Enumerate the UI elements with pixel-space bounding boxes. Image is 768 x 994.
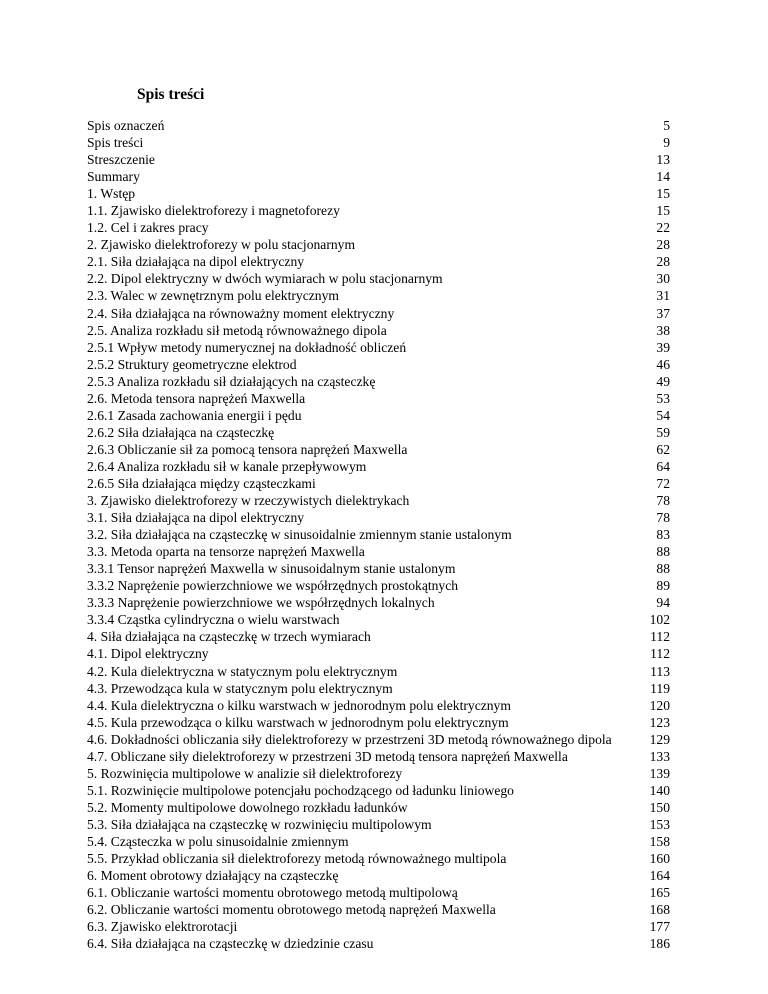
toc-entry-page-number: 123 [649,714,670,730]
toc-entry-title: 5.3. Siła działająca na cząsteczkę w rozwinięciu multipolowym [87,816,432,832]
toc-entry [87,816,670,833]
toc-entry-title: 3.3. Metoda oparta na tensorze naprężeń Maxwella [87,544,365,560]
toc-entry-title: Summary [87,169,140,185]
toc-entry-page-number: 177 [649,919,670,935]
toc-entry-title: 2.6.3 Obliczanie sił za pomocą tensora naprężeń Maxwella [87,441,408,457]
toc-entry-page-number: 112 [650,629,670,645]
toc-entry [87,287,670,304]
toc-entry [87,697,670,714]
toc-entry-page-number: 165 [649,885,670,901]
toc-entry [87,202,670,219]
toc-entry [87,424,670,441]
toc-entry-title: 3.3.3 Naprężenie powierzchniowe we współrzędnych lokalnych [87,595,435,611]
toc-entry-page-number: 112 [650,646,670,662]
toc-entry-title: 5.4. Cząsteczka w polu sinusoidalnie zmiennym [87,833,349,849]
toc-entry-page-number: 94 [656,595,670,611]
toc-entry-page-number: 5 [663,118,670,133]
toc-entry-title: 2.4. Siła działająca na równoważny moment elektryczny [87,305,395,321]
toc-entry [87,390,670,407]
toc-entry [87,918,670,935]
toc-entry-page-number: 39 [656,339,670,355]
toc-entry-title: 4.5. Kula przewodząca o kilku warstwach w jednorodnym polu elektrycznym [87,714,509,730]
toc-entry [87,236,670,253]
toc-entry-title: 4.3. Przewodząca kula w statycznym polu elektrycznym [87,680,393,696]
toc-entry-title: 6.1. Obliczanie wartości momentu obrotowego metodą multipolową [87,885,458,901]
toc-entry-title: 2.5. Analiza rozkładu sił metodą równoważnego dipola [87,322,387,338]
toc-entry-title: 6.2. Obliczanie wartości momentu obrotowego metodą naprężeń Maxwella [87,902,496,918]
toc-entry [87,867,670,884]
toc-entry [87,270,670,287]
toc-entry [87,441,670,458]
toc-entry-page-number: 22 [656,220,670,236]
toc-entry [87,765,670,782]
toc-entry [87,663,670,680]
toc-entry [87,560,670,577]
toc-entry-page-number: 14 [656,169,670,185]
toc-entry-page-number: 72 [656,475,670,491]
toc-entry-title: 3.1. Siła działająca na dipol elektryczny [87,510,305,526]
toc-entry-title: 1.2. Cel i zakres pracy [87,220,209,236]
toc-entry-page-number: 28 [656,254,670,270]
toc-entry-page-number: 59 [656,424,670,440]
toc-entry-title: 1.1. Zjawisko dielektroforezy i magnetoforezy [87,203,340,219]
toc-entry-title: 2.6.4 Analiza rozkładu sił w kanale przepływowym [87,458,367,474]
toc-entry-title: Streszczenie [87,152,155,168]
toc-entry-page-number: 83 [656,527,670,543]
toc-entry-title: 6. Moment obrotowy działający na cząsteczkę [87,868,339,884]
toc-entry-title: 4.1. Dipol elektryczny [87,646,209,662]
toc-entry-page-number: 186 [649,936,670,952]
toc-entry [87,305,670,322]
toc-entry-title: 2. Zjawisko dielektroforezy w polu stacjonarnym [87,237,356,253]
toc-entry-title: 2.2. Dipol elektryczny w dwóch wymiarach w polu stacjonarnym [87,271,443,287]
toc-entry-page-number: 164 [649,868,670,884]
toc-entry [87,373,670,390]
toc-entry-page-number: 9 [663,135,670,151]
toc-entry-title: 3.3.4 Cząstka cylindryczna o wielu warstwach [87,612,340,628]
toc-entry [87,611,670,628]
toc-entry-page-number: 133 [649,748,670,764]
toc-entry-page-number: 153 [649,816,670,832]
toc-entry-title: 3.3.1 Tensor naprężeń Maxwella w sinusoidalnym stanie ustalonym [87,561,456,577]
toc-entry [87,935,670,952]
toc-entry-title: 2.1. Siła działająca na dipol elektryczny [87,254,305,270]
toc-entry-page-number: 30 [656,271,670,287]
toc-entry [87,151,670,168]
toc-entry-title: 3. Zjawisko dielektroforezy w rzeczywistych dielektrykach [87,493,410,509]
toc-entry-title: 4.4. Kula dielektryczna o kilku warstwach w jednorodnym polu elektrycznym [87,697,511,713]
toc-entry-title: 2.5.3 Analiza rozkładu sił działających na cząsteczkę [87,373,376,389]
toc-entry-title: 2.5.2 Struktury geometryczne elektrod [87,356,297,372]
toc-entry [87,628,670,645]
toc-entry-page-number: 158 [649,833,670,849]
toc-entry-title: 4.2. Kula dielektryczna w statycznym polu elektrycznym [87,663,398,679]
toc-entry-page-number: 37 [656,305,670,321]
toc-entry-page-number: 38 [656,322,670,338]
toc-entry [87,577,670,594]
toc-entry [87,748,670,765]
toc-entry-page-number: 89 [656,578,670,594]
toc-entry-page-number: 140 [649,782,670,798]
toc-entry-page-number: 168 [649,902,670,918]
toc-entry-title: 6.4. Siła działająca na cząsteczkę w dziedzinie czasu [87,936,374,952]
toc-entry-page-number: 28 [656,237,670,253]
toc-entry [87,117,670,134]
toc-entry [87,134,670,151]
toc-entry-title: 5.2. Momenty multipolowe dowolnego rozkładu ładunków [87,799,408,815]
toc-entry-title: Spis treści [87,135,144,151]
toc-entry [87,356,670,373]
toc-entry-page-number: 13 [656,152,670,168]
toc-entry-page-number: 64 [656,458,670,474]
toc-entry-page-number: 62 [656,441,670,457]
toc-entry-page-number: 139 [649,765,670,781]
toc-entry [87,850,670,867]
toc-entry-page-number: 78 [656,510,670,526]
toc-entry-title: 2.5.1 Wpływ metody numerycznej na dokładność obliczeń [87,339,407,355]
toc-entry-page-number: 49 [656,373,670,389]
toc-entry-page-number: 150 [649,799,670,815]
toc-entry-title: 6.3. Zjawisko elektrorotacji [87,919,238,935]
toc-entry [87,543,670,560]
toc-entry-page-number: 31 [656,288,670,304]
toc-entry-title: 2.3. Walec w zewnętrznym polu elektrycznym [87,288,339,304]
toc-entry [87,253,670,270]
page-title: Spis treści [137,86,205,103]
table-of-contents [87,117,670,952]
toc-entry-title: 3.3.2 Naprężenie powierzchniowe we współrzędnych prostokątnych [87,578,459,594]
toc-entry [87,322,670,339]
toc-entry-title: 3.2. Siła działająca na cząsteczkę w sinusoidalnie zmiennym stanie ustalonym [87,527,512,543]
toc-entry [87,680,670,697]
toc-entry-page-number: 78 [656,493,670,509]
toc-entry-page-number: 102 [649,612,670,628]
toc-entry-page-number: 53 [656,390,670,406]
toc-entry-title: 4.7. Obliczane siły dielektroforezy w przestrzeni 3D metodą tensora naprężeń Maxwella [87,748,568,764]
toc-entry-title: 4. Siła działająca na cząsteczkę w trzech wymiarach [87,629,371,645]
toc-entry [87,645,670,662]
toc-entry-title: 5.5. Przykład obliczania sił dielektroforezy metodą równoważnego multipola [87,851,507,867]
toc-entry-page-number: 15 [656,186,670,202]
toc-entry [87,492,670,509]
toc-entry-title: 4.6. Dokładności obliczania siły dielektroforezy w przestrzeni 3D metodą równoważnego dipola [87,731,612,747]
toc-entry [87,799,670,816]
toc-entry-page-number: 129 [649,731,670,747]
toc-entry [87,884,670,901]
toc-entry-page-number: 46 [656,356,670,372]
toc-entry-page-number: 160 [649,851,670,867]
toc-entry-title: 5.1. Rozwinięcie multipolowe potencjału pochodzącego od ładunku liniowego [87,782,514,798]
toc-entry [87,526,670,543]
toc-entry [87,509,670,526]
toc-entry [87,594,670,611]
toc-entry [87,185,670,202]
toc-entry-page-number: 88 [656,561,670,577]
toc-entry-page-number: 54 [656,407,670,423]
toc-entry-title: 1. Wstęp [87,186,136,202]
toc-entry [87,833,670,850]
toc-entry [87,901,670,918]
toc-entry [87,339,670,356]
toc-entry [87,407,670,424]
toc-entry [87,782,670,799]
toc-entry-title: Spis oznaczeń [87,118,165,133]
toc-entry-page-number: 120 [649,697,670,713]
toc-entry [87,458,670,475]
toc-entry-title: 5. Rozwinięcia multipolowe w analizie sił dielektroforezy [87,765,403,781]
toc-entry-title: 2.6.1 Zasada zachowania energii i pędu [87,407,302,423]
toc-entry-title: 2.6. Metoda tensora naprężeń Maxwella [87,390,306,406]
toc-entry [87,475,670,492]
toc-entry-title: 2.6.5 Siła działająca między cząsteczkami [87,475,316,491]
toc-entry [87,219,670,236]
toc-entry [87,714,670,731]
toc-entry [87,731,670,748]
toc-entry-page-number: 119 [650,680,670,696]
toc-entry-page-number: 113 [650,663,670,679]
toc-entry [87,168,670,185]
toc-entry-page-number: 88 [656,544,670,560]
toc-entry-title: 2.6.2 Siła działająca na cząsteczkę [87,424,275,440]
toc-entry-page-number: 15 [656,203,670,219]
